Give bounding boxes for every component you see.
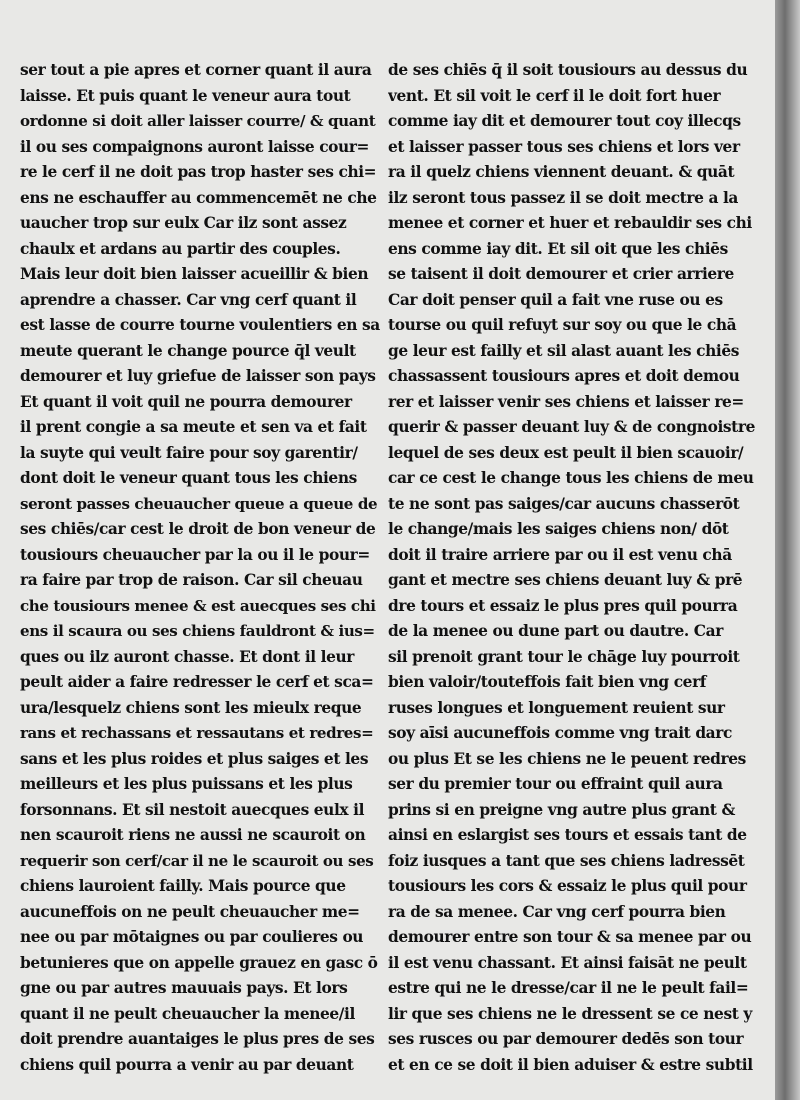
text-line: ses chiēs/car cest le droit de bon veneur de xyxy=(20,520,376,538)
text-line: chiens quil pourra a venir au par deuant xyxy=(20,1055,354,1074)
text-line: ra de sa menee. Car vng cerf pourra bien xyxy=(388,902,726,921)
text-line: il prent congie a sa meute et sen va et fait xyxy=(20,418,367,436)
text-line: sil prenoit grant tour le chāge luy pourroit xyxy=(388,647,740,666)
text-line: est lasse de courre tourne voulentiers en sa xyxy=(20,316,380,334)
text-line: chassassent tousiours apres et doit demou xyxy=(388,367,740,385)
text-line: demourer et luy griefue de laisser son pays xyxy=(20,367,376,385)
text-line: chiens lauroient failly. Mais pource que xyxy=(20,877,346,895)
text-column-right xyxy=(388,58,760,1078)
text-line: il ou ses compaignons auront laisse cour= xyxy=(20,137,370,156)
text-line: Mais leur doit bien laisser acueillir & bien xyxy=(20,265,369,283)
text-line: soy aīsi aucuneffois comme vng trait darc xyxy=(388,724,732,742)
text-line: vent. Et sil voit le cerf il le doit fort huer xyxy=(388,86,721,105)
text-line: se taisent il doit demourer et crier arriere xyxy=(388,265,734,283)
text-line: la suyte qui veult faire pour soy garentir/ xyxy=(20,443,358,462)
text-line: nen scauroit riens ne aussi ne scauroit on xyxy=(20,826,366,844)
text-line: ilz seront tous passez il se doit mectre a la xyxy=(388,188,738,207)
text-line: re le cerf il ne doit pas trop haster ses chi= xyxy=(20,163,377,181)
text-line: peult aider a faire redresser le cerf et sca= xyxy=(20,673,374,691)
text-line: ques ou ilz auront chasse. Et dont il leur xyxy=(20,647,355,666)
text-line: doit il traire arriere par ou il est venu chā xyxy=(388,545,732,564)
text-line: tourse ou quil refuyt sur soy ou que le chā xyxy=(388,316,737,334)
text-line: ens il scaura ou ses chiens fauldront & ius= xyxy=(20,622,375,640)
text-line: Et quant il voit quil ne pourra demourer xyxy=(20,392,352,411)
text-line: tousiours les cors & essaiz le plus quil pour xyxy=(388,877,747,895)
text-line: ra faire par trop de raison. Car sil cheuau xyxy=(20,571,363,589)
text-line: chaulx et ardans au partir des couples. xyxy=(20,239,341,258)
text-line: estre qui ne le dresse/car il ne le peult fail= xyxy=(388,979,749,997)
text-line: ge leur est failly et sil alast auant les chiēs xyxy=(388,341,739,360)
text-line: de ses chiēs q̄ il soit tousiours au dessus du xyxy=(388,61,748,79)
text-line: meilleurs et les plus puissans et les plus xyxy=(20,775,353,793)
text-line: seront passes cheuaucher queue a queue de xyxy=(20,494,378,513)
text-line: rans et rechassans et ressautans et redres= xyxy=(20,724,374,742)
text-line: ainsi en eslargist ses tours et essais tant de xyxy=(388,826,747,844)
text-line: comme iay dit et demourer tout coy illecqs xyxy=(388,112,741,130)
text-line: ens comme iay dit. Et sil oit que les chiēs xyxy=(388,239,728,258)
text-line: dont doit le veneur quant tous les chiens xyxy=(20,469,357,487)
text-line: gne ou par autres mauuais pays. Et lors xyxy=(20,979,348,997)
text-line: menee et corner et huer et rebauldir ses chi xyxy=(388,214,752,232)
text-line: car ce cest le change tous les chiens de meu xyxy=(388,469,754,487)
text-line: prins si en preigne vng autre plus grant & xyxy=(388,800,735,819)
text-line: meute querant le change pource q̄l veult xyxy=(20,341,356,360)
text-line: uaucher trop sur eulx Car ilz sont assez xyxy=(20,214,347,232)
text-line: laisse. Et puis quant le veneur aura tout xyxy=(20,86,351,105)
text-line: ses rusces ou par demourer dedēs son tour xyxy=(388,1030,744,1048)
text-line: il est venu chassant. Et ainsi faisāt ne peult xyxy=(388,953,747,972)
text-line: de la menee ou dune part ou dautre. Car xyxy=(388,622,723,640)
text-line: ser tout a pie apres et corner quant il aura xyxy=(20,61,372,79)
text-line: che tousiours menee & est auecques ses chi xyxy=(20,596,376,615)
text-line: rer et laisser venir ses chiens et laisser re= xyxy=(388,392,744,411)
text-line: betunieres que on appelle grauez en gasc ō xyxy=(20,953,378,972)
text-line: gant et mectre ses chiens deuant luy & prē xyxy=(388,571,743,589)
book-gutter xyxy=(775,0,800,1100)
text-line: doit prendre auantaiges le plus pres de ses xyxy=(20,1030,375,1048)
text-line: querir & passer deuant luy & de congnoistre xyxy=(388,418,755,436)
text-line: le change/mais les saiges chiens non/ dōt xyxy=(388,520,729,538)
text-line: aucuneffois on ne peult cheuaucher me= xyxy=(20,902,360,921)
text-line: lequel de ses deux est peult il bien scauoir/ xyxy=(388,443,744,462)
text-column-left xyxy=(20,58,380,1078)
text-line: ordonne si doit aller laisser courre/ & quant xyxy=(20,112,376,130)
text-line: dre tours et essaiz le plus pres quil pourra xyxy=(388,596,738,615)
text-line: et en ce se doit il bien aduiser & estre subtil xyxy=(388,1055,753,1074)
text-line: sans et les plus roides et plus saiges et les xyxy=(20,749,369,768)
text-line: requerir son cerf/car il ne le scauroit ou ses xyxy=(20,851,374,870)
text-line: forsonnans. Et sil nestoit auecques eulx il xyxy=(20,800,365,819)
text-line: te ne sont pas saiges/car aucuns chasserōt xyxy=(388,494,740,513)
text-line: tousiours cheuaucher par la ou il le pour= xyxy=(20,545,370,564)
text-line: demourer entre son tour & sa menee par ou xyxy=(388,928,752,946)
text-line: ens ne eschauffer au commencemēt ne che xyxy=(20,188,377,207)
text-line: foiz iusques a tant que ses chiens ladressēt xyxy=(388,851,745,870)
text-line: ura/lesquelz chiens sont les mieulx reque xyxy=(20,698,362,717)
text-line: bien valoir/touteffois fait bien vng cerf xyxy=(388,673,706,691)
text-line: nee ou par mōtaignes ou par coulieres ou xyxy=(20,928,364,946)
text-line: et laisser passer tous ses chiens et lors ver xyxy=(388,137,740,156)
text-line: ou plus Et se les chiens ne le peuent redres xyxy=(388,749,746,768)
text-line: Car doit penser quil a fait vne ruse ou es xyxy=(388,290,723,309)
text-line: aprendre a chasser. Car vng cerf quant il xyxy=(20,290,357,309)
text-line: lir que ses chiens ne le dressent se ce nest y xyxy=(388,1004,752,1023)
text-line: ruses longues et longuement reuient sur xyxy=(388,698,725,717)
text-line: ser du premier tour ou effraint quil aura xyxy=(388,775,723,793)
text-line: quant il ne peult cheuaucher la menee/il xyxy=(20,1004,355,1023)
text-line: ra il quelz chiens viennent deuant. & quāt xyxy=(388,163,735,181)
